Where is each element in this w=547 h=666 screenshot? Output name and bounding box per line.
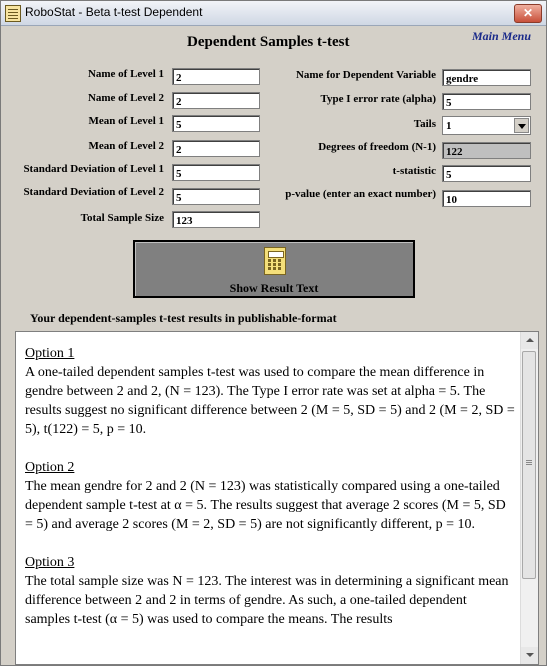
option-1-text: A one-tailed dependent samples t-test was used to compare the mean difference in gendre between 2 and 2, (N = 123). The Type I error rate was set at alpha = 5. The results suggest no significant difference between 2 (M = 5, SD = 5) and 2 (M = 2, SD = 5), t(122) = 5, p = 10. [25, 365, 515, 437]
results-content [25, 344, 515, 648]
level2-sd-input[interactable]: 5 [172, 188, 260, 205]
calculator-icon [264, 247, 286, 275]
dependent-variable-label: Name for Dependent Variable [295, 69, 436, 81]
main-form [1, 26, 546, 665]
level1-mean-input[interactable]: 5 [172, 115, 260, 132]
alpha-label: Type I error rate (alpha) [320, 93, 436, 105]
show-result-text-label: Show Result Text [229, 281, 319, 295]
t-statistic-input[interactable]: 5 [442, 165, 531, 182]
option-3-text: The total sample size was N = 123. The interest was in determining a significant mean difference between 2 and 2 in terms of gendre. As such, a one-tailed dependent samples t-test (α = 5) was used to compare the means. The results [25, 574, 509, 627]
page-title: Dependent Samples t-test [187, 34, 350, 50]
level1-sd-label: Standard Deviation of Level 1 [23, 163, 164, 175]
close-button[interactable]: ✕ [514, 4, 542, 23]
scroll-thumb[interactable] [522, 351, 536, 579]
results-heading: Your dependent-samples t-test results in publishable-format [30, 311, 337, 325]
level2-name-input[interactable]: 2 [172, 92, 260, 109]
vertical-scrollbar[interactable] [520, 332, 538, 664]
scroll-up-icon[interactable] [521, 332, 538, 349]
level1-mean-label: Mean of Level 1 [88, 115, 164, 127]
level2-sd-label: Standard Deviation of Level 2 [23, 186, 164, 198]
scroll-down-icon[interactable] [521, 647, 538, 664]
level1-name-input[interactable]: 2 [172, 68, 260, 85]
level2-mean-input[interactable]: 2 [172, 140, 260, 157]
window-title: RoboStat - Beta t-test Dependent [25, 5, 203, 19]
tails-label: Tails [413, 118, 436, 130]
tails-select[interactable] [442, 116, 531, 135]
results-textbox[interactable] [15, 331, 539, 665]
title-bar[interactable] [1, 1, 546, 26]
t-statistic-label: t-statistic [392, 165, 436, 177]
level1-sd-input[interactable]: 5 [172, 164, 260, 181]
tails-selected-value: 1 [446, 120, 452, 132]
option-3-title: Option 3 [25, 555, 75, 570]
option-2-title: Option 2 [25, 460, 75, 475]
show-result-text-button[interactable] [133, 240, 415, 298]
option-1-title: Option 1 [25, 346, 75, 361]
level1-name-label: Name of Level 1 [87, 68, 164, 80]
p-value-label: p-value (enter an exact number) [285, 188, 436, 200]
alpha-input[interactable]: 5 [442, 93, 531, 110]
option-2-text: The mean gendre for 2 and 2 (N = 123) was statistically compared using a one-tailed dependent sample t-test at α = 5. The results suggest that average 2 scores (M = 5, SD = 5) and average 2 scores (M = 2, SD = 5) are not significantly different, p = 10. [25, 479, 506, 532]
app-icon [5, 5, 21, 22]
df-label: Degrees of freedom (N-1) [318, 141, 436, 153]
df-value: 122 [442, 142, 531, 159]
sample-size-label: Total Sample Size [80, 212, 164, 224]
sample-size-input[interactable]: 123 [172, 211, 260, 228]
level2-mean-label: Mean of Level 2 [88, 140, 164, 152]
main-menu-link[interactable]: Main Menu [472, 29, 532, 43]
p-value-input[interactable]: 10 [442, 190, 531, 207]
chevron-down-icon[interactable] [514, 118, 529, 133]
level2-name-label: Name of Level 2 [87, 92, 164, 104]
dependent-variable-input[interactable]: gendre [442, 69, 531, 86]
